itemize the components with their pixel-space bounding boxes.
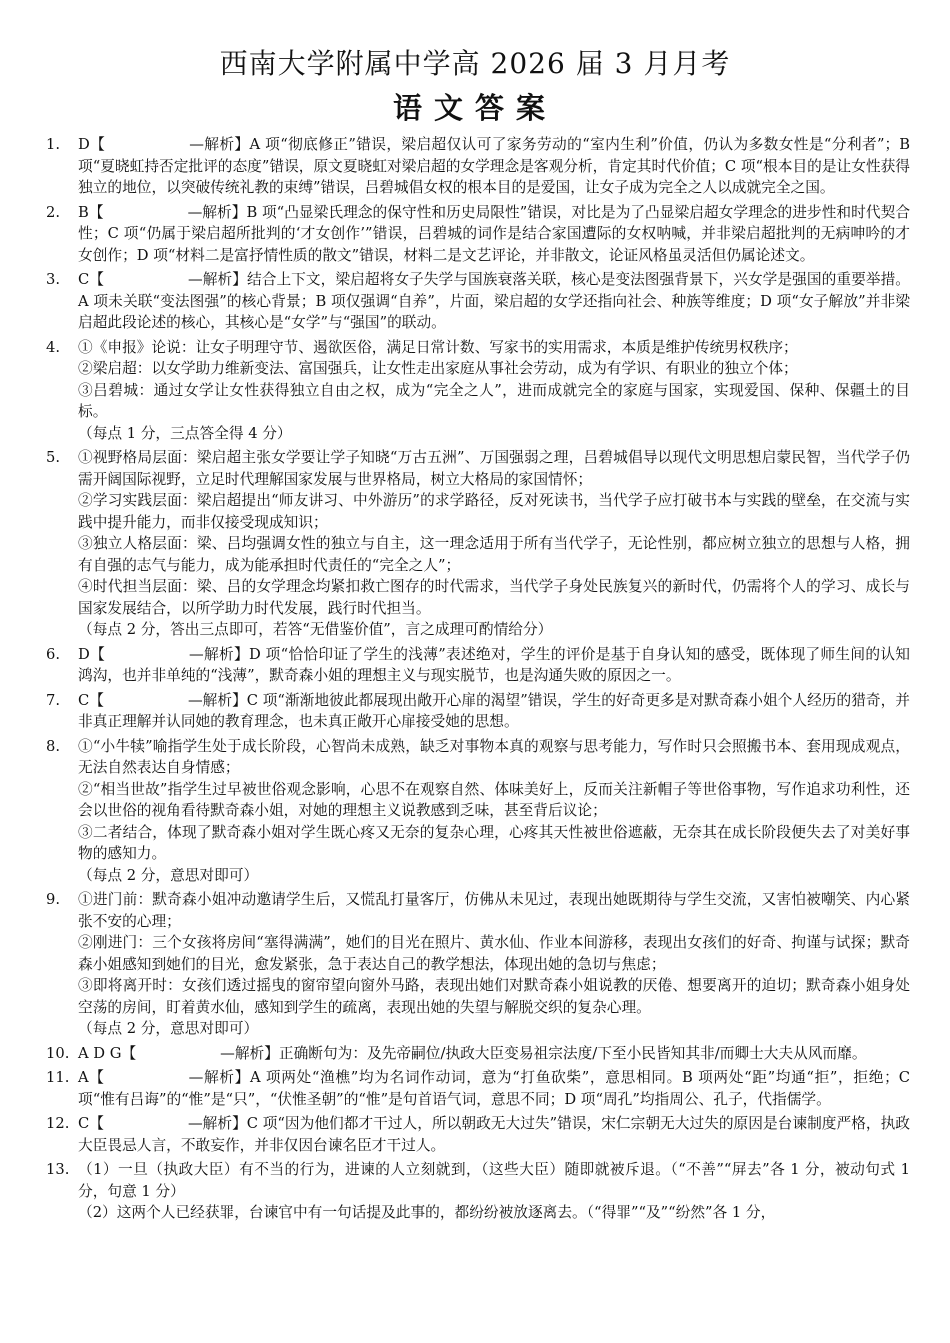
answer-item-7 — [40, 690, 910, 733]
item-number: 3. — [46, 271, 61, 288]
answer-item-5 — [40, 447, 910, 641]
item-line: ②刚进门：三个女孩将房间“塞得满满”，她们的目光在照片、黄水仙、作业本间游移，表现出女孩们的好奇、拘谨与试探；默奇森小姐感知到她们的目光，愈发紧张，急于表达自己的教学想法，体现出她的急切与焦虑； — [78, 934, 910, 973]
item-scoring: （每点 1 分，三点答全得 4 分） — [78, 424, 292, 442]
answer-item-12 — [40, 1113, 910, 1156]
item-number: 5. — [46, 449, 61, 466]
item-line: （1）一旦（执政大臣）有不当的行为，进谏的人立刻就到，（这些大臣）随即就被斥退。（“不善”“屏去”各 1 分，被动句式 1 分，句意 1 分） — [78, 1161, 910, 1200]
item-number: 8. — [46, 737, 61, 755]
item-number: 2. — [46, 203, 61, 221]
answer-list — [40, 134, 910, 1227]
item-number: 1. — [46, 136, 61, 153]
item-answer: A【 — [78, 1069, 105, 1086]
item-scoring: （每点 2 分，答出三点即可，若答“无借鉴价值”，言之成理可酌情给分） — [78, 621, 553, 638]
page-title: 西南大学附属中学高 2026 届 3 月月考 — [219, 47, 731, 80]
item-line: ②梁启超：以女学助力维新变法、富国强兵，让女性走出家庭从事社会劳动，成为有学识、有职业的独立个体； — [78, 360, 798, 377]
item-explanation: —解析】结合上下文，梁启超将女子失学与国族衰落关联，核心是变法图强背景下，兴女学是强国的重要举措。A 项未关联“变法图强”的核心背景；B 项仅强调“自养”，片面，梁启超的女学还指向社会、种族等维度；D 项“女子解放”并非梁启超此段论述的核心，其核心是“女学”与“强国”的联动。 — [78, 271, 910, 331]
answer-item-4 — [40, 337, 910, 445]
item-answer: D【 — [78, 645, 106, 663]
item-number: 9. — [46, 891, 61, 908]
item-line: ③独立人格层面：梁、吕均强调女性的独立与自主，这一理念适用于所有当代学子，无论性别，都应树立独立的思想与人格，拥有自强的志气与能力，成为能承担时代责任的“完全之人”； — [78, 535, 910, 574]
item-explanation: —解析】C 项“因为他们都才干过人，所以朝政无大过失”错误，宋仁宗朝无大过失的原因是台谏制度严格，执政大臣畏忌人言，不敢妄作，并非仅因台谏名臣才干过人。 — [78, 1115, 910, 1154]
item-line: ②“相当世故”指学生过早被世俗观念影响，心思不在观察自然、体味美好上，反而关注新帽子等世俗事物，写作追求功利性，还会以世俗的视角看待默奇森小姐，对她的理想主义说教感到乏味，甚至背后议论； — [78, 780, 910, 819]
item-line: ③即将离开时：女孩们透过摇曳的窗帘望向窗外马路，表现出她们对默奇森小姐说教的厌倦、想要离开的迫切；默奇森小姐身处空荡的房间，盯着黄水仙，感知到学生的疏离，表现出她的失望与解脱交织的复杂心理。 — [78, 977, 910, 1016]
answer-item-2 — [40, 202, 910, 267]
item-explanation: —解析】D 项“恰恰印证了学生的浅薄”表述绝对，学生的评价是基于自身认知的感受，既体现了师生间的认知鸿沟，也并非单纯的“浅薄”，默奇森小姐的理想主义与现实脱节，也是沟通失败的原因之一。 — [78, 645, 910, 684]
answer-item-10 — [40, 1043, 910, 1065]
item-line: （2）这两个人已经获罪，台谏官中有一句话提及此事的，都纷纷被放逐离去。（“得罪”“及”“纷然”各 1 分， — [78, 1204, 776, 1221]
item-line: ①进门前：默奇森小姐冲动邀请学生后，又慌乱打量客厅，仿佛从未见过，表现出她既期待与学生交流，又害怕被嘲笑、内心紧张不安的心理； — [78, 891, 910, 930]
answer-item-6 — [40, 644, 910, 687]
item-explanation: —解析】正确断句为：及先帝嗣位/执政大臣变易祖宗法度/下至小民皆知其非/而卿士大夫从风而靡。 — [220, 1044, 867, 1062]
item-line: ②学习实践层面：梁启超提出“师友讲习、中外游历”的求学路径，反对死读书，当代学子应打破书本与实践的壁垒，在交流与实践中提升能力，而非仅接受现成知识； — [78, 492, 910, 531]
item-number: 4. — [46, 338, 61, 356]
item-explanation: —解析】A 项“彻底修正”错误，梁启超仅认可了家务劳动的“室内生利”价值，仍认为多数女性是“分利者”；B 项“夏晓虹持否定批评的态度”错误，原文夏晓虹对梁启超的女学理念是客观分析，肯定其时代价值；C 项“根本目的是让女性获得独立的地位，以突破传统礼教的束缚”错误，吕碧城倡女权的根本目的是爱国，让女子成为完全之人以成就完全之国。 — [78, 136, 910, 196]
item-explanation: —解析】B 项“凸显梁氏理念的保守性和历史局限性”错误，对比是为了凸显梁启超女学理念的进步性和时代契合性；C 项“仍属于梁启超所批判的‘才女创作’”错误，吕碧城的词作是结合家国遭际的女权呐喊，并非梁启超批判的无病呻吟的才女创作；D 项“材料二是富抒情性质的散文”错误，材料二是文艺评论，并非散文，论证风格虽灵活但仍属论述文。 — [78, 203, 911, 264]
answer-item-1 — [40, 134, 910, 199]
item-number: 13. — [46, 1161, 70, 1178]
item-line: ①《申报》论说：让女子明理守节、遏欲医俗，满足日常计数、写家书的实用需求，本质是维护传统男权秩序； — [78, 338, 798, 356]
item-line: ①“小牛犊”喻指学生处于成长阶段，心智尚未成熟，缺乏对事物本真的观察与思考能力，写作时只会照搬书本、套用现成观点，无法自然表达自身情感； — [78, 737, 910, 776]
item-answer: B【 — [78, 203, 104, 221]
item-explanation: —解析】A 项两处“渔樵”均为名词作动词，意为“打鱼砍柴”，意思相同。B 项两处“距”均通“拒”，拒绝；C 项“惟有吕诲”的“惟”是“只”，“伏惟圣朝”的“惟”是句首语气词，意思不同；D 项“周孔”均指周公、孔子，代指儒学。 — [78, 1069, 910, 1108]
answer-item-11 — [40, 1067, 910, 1110]
item-line: ③二者结合，体现了默奇森小姐对学生既心疼又无奈的复杂心理，心疼其天性被世俗遮蔽，无奈其在成长阶段便失去了对美好事物的感知力。 — [78, 823, 910, 862]
item-explanation: —解析】C 项“渐渐地彼此都展现出敞开心扉的渴望”错误，学生的好奇更多是对默奇森小姐个人经历的猎奇，并非真正理解并认同她的教育理念，也未真正敞开心扉接受她的思想。 — [78, 691, 910, 730]
item-answer: A D G【 — [78, 1044, 137, 1062]
answer-item-3 — [40, 269, 910, 334]
item-number: 12. — [46, 1115, 70, 1132]
item-number: 7. — [46, 691, 61, 709]
item-answer: D【 — [78, 136, 106, 153]
item-number: 10. — [46, 1044, 70, 1062]
item-line: ①视野格局层面：梁启超主张女学要让学子知晓“万古五洲”、万国强弱之理，吕碧城倡导以现代文明思想启蒙民智，当代学子仍需开阔国际视野，立足时代理解国家发展与世界格局，树立大格局的家国情怀； — [78, 449, 910, 488]
item-answer: C【 — [78, 1115, 104, 1132]
answer-item-8 — [40, 736, 910, 887]
item-line: ③吕碧城：通过女学让女性获得独立自由之权，成为“完全之人”，进而成就完全的家庭与国家，实现爱国、保种、保疆土的目标。 — [78, 381, 910, 420]
item-answer: C【 — [78, 691, 104, 709]
answer-item-13 — [40, 1159, 910, 1224]
item-number: 6. — [46, 645, 61, 663]
page-subtitle: 语文答案 — [392, 91, 557, 125]
answer-item-9 — [40, 889, 910, 1040]
item-answer: C【 — [78, 271, 105, 288]
item-number: 11. — [46, 1069, 70, 1086]
item-scoring: （每点 2 分，意思对即可） — [78, 866, 259, 884]
item-scoring: （每点 2 分，意思对即可） — [78, 1020, 259, 1037]
item-line: ④时代担当层面：梁、吕的女学理念均紧扣救亡图存的时代需求，当代学子身处民族复兴的新时代，仍需将个人的学习、成长与国家发展结合，以所学助力时代发展，践行时代担当。 — [78, 578, 910, 617]
